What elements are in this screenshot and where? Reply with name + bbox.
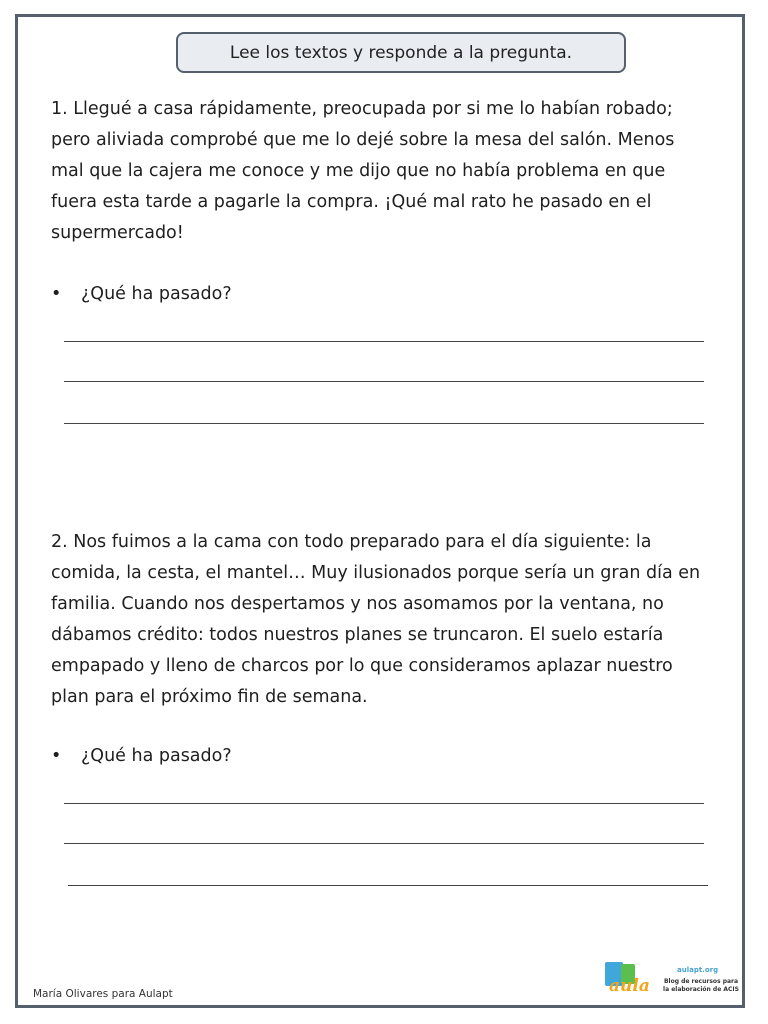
bullet: •	[51, 284, 62, 304]
instruction-text: Lee los textos y responde a la pregunta.	[229, 42, 573, 63]
logo-description: Blog de recursos para la elaboración de ACIS	[663, 978, 739, 993]
instruction-header	[176, 32, 626, 73]
aulapt-logo	[605, 962, 657, 998]
question-text: ¿Qué ha pasado?	[81, 746, 232, 766]
logo-site: aulapt.org	[677, 966, 719, 974]
answer-line-3[interactable]	[64, 423, 704, 424]
logo-text: aula	[609, 976, 650, 996]
answer-line-5[interactable]	[64, 843, 704, 844]
answer-line-6[interactable]	[68, 885, 708, 886]
answer-line-2[interactable]	[64, 381, 704, 382]
exercise-2-question	[51, 746, 232, 766]
author-credit: María Olivares para Aulapt	[33, 988, 173, 1000]
exercise-2-text: 2. Nos fuimos a la cama con todo preparado para el día siguiente: la comida, la cesta, el mantel… Muy ilusionados porque sería un gran día en familia. Cuando nos despertamos y nos asomamos por la ventana, no dábamos crédito: todos nuestros planes se truncaron. El suelo estaría empapado y lleno de charcos por lo que consideramos aplazar nuestro plan para el próximo fin de semana.	[51, 532, 701, 707]
exercise-1-question	[51, 284, 232, 304]
answer-line-1[interactable]	[64, 341, 704, 342]
answer-line-4[interactable]	[64, 803, 704, 804]
question-text: ¿Qué ha pasado?	[81, 284, 232, 304]
exercise-1-text: 1. Llegué a casa rápidamente, preocupada por si me lo habían robado; pero aliviada comprobé que me lo dejé sobre la mesa del salón. Menos mal que la cajera me conoce y me dijo que no había problema en que fuera esta tarde a pagarle la compra. ¡Qué mal rato he pasado en el supermercado!	[51, 99, 675, 243]
bullet: •	[51, 746, 62, 766]
